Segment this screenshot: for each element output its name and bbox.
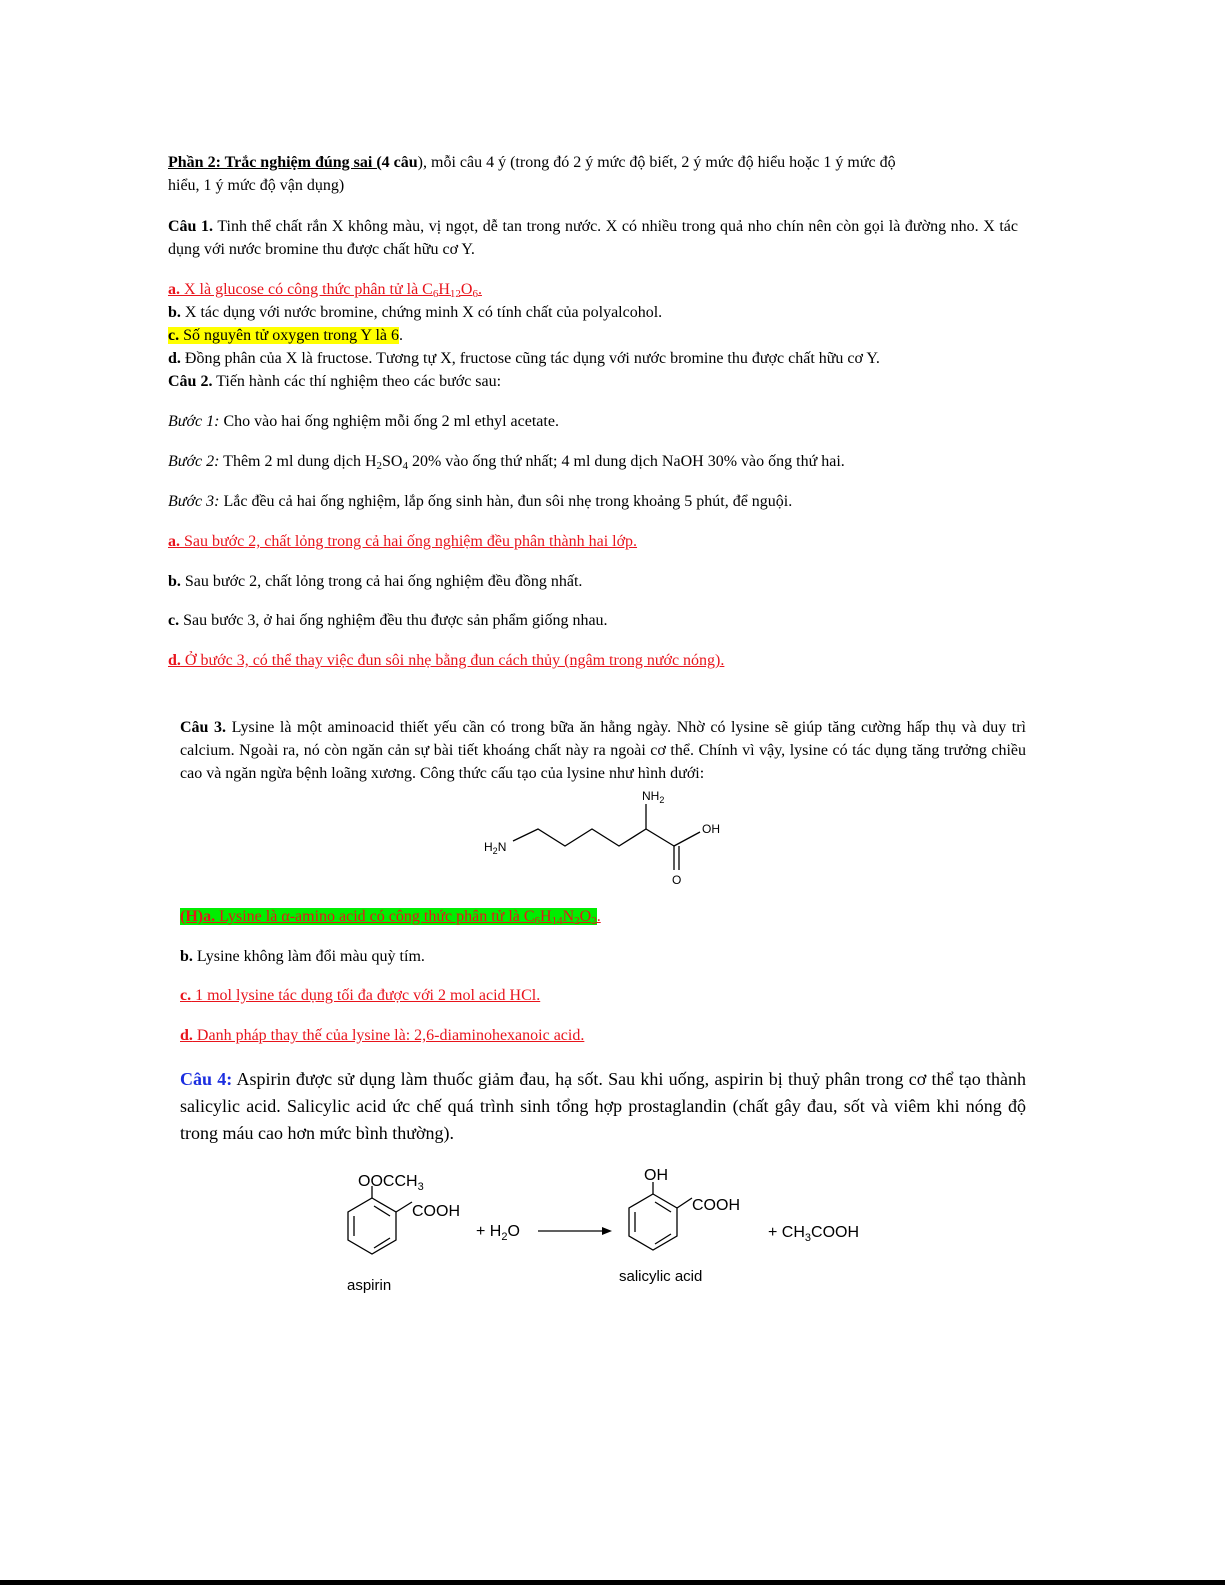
q2-step2-label: Bước 2: [168, 453, 220, 470]
q1-a-h: H [438, 281, 450, 298]
q3-option-c [180, 985, 540, 1007]
q1-option-b [168, 302, 662, 324]
q2-option-c [168, 610, 608, 632]
q3-d-text: Danh pháp thay thế của lysine là: 2,6-diaminohexanoic acid. [192, 1027, 585, 1044]
q2-step2-text-c: 20% vào ống thứ nhất; 4 ml dung dịch NaOH 30% vào ống thứ hai. [407, 453, 845, 470]
q2-c-text: Sau bước 3, ở hai ống nghiệm đều thu được sản phẩm giống nhau. [179, 612, 608, 629]
q1-option-a [168, 279, 482, 301]
q3-b-label: b. [180, 948, 193, 965]
q3-a-tag: (H)a. [180, 908, 216, 925]
q4-stem-text: Aspirin được sử dụng làm thuốc giảm đau, hạ sốt. Sau khi uống, aspirin bị thuỷ phân trong cơ thể tạo thành salicylic acid. Salicylic acid ức chế quá trình sinh tổng hợp prostaglandin (chất gây đau, sốt và viêm khi nóng độ trong máu cao hơn mức bình thường). [180, 1069, 1026, 1143]
salicylic-caption: salicylic acid [619, 1268, 703, 1285]
q2-a-text: Sau bước 2, chất lỏng trong cả hai ống nghiệm đều phân thành hai lớp. [180, 533, 638, 550]
lysine-oh-label: OH [702, 822, 720, 836]
lysine-nh2-label: $NH_2$ [642, 789, 665, 805]
aspirin-cooh-bond [396, 1202, 412, 1212]
section-title: Phần 2: Trắc nghiệm đúng sai ( [168, 154, 382, 171]
q2-d-label: d. [168, 652, 181, 669]
q3-a-n: N [562, 908, 575, 925]
q1-d-text: Đồng phân của X là fructose. Tương tự X, fructose cũng tác dụng với nước bromine thu được chất hữu cơ Y. [180, 350, 880, 367]
reaction-arrow [538, 1227, 612, 1235]
q3-a-o: O [579, 908, 592, 925]
salicylic-cooh-bond [677, 1198, 692, 1208]
q1-c-text: Số nguyên tử oxygen trong Y là 6 [179, 327, 400, 344]
q1-a-label: a. [168, 281, 180, 298]
q1-option-c [168, 325, 403, 347]
q3-b-text: Lysine không làm đổi màu quỳ tím. [192, 948, 425, 965]
q2-step1-text: Cho vào hai ống nghiệm mỗi ống 2 ml ethyl acetate. [219, 413, 559, 430]
section-desc-1: ), mỗi câu 4 ý (trong đó 2 ý mức độ biết, 2 ý mức độ hiểu hoặc 1 ý mức độ [417, 154, 896, 171]
q2-a-label: a. [168, 533, 180, 550]
q3-stem-text: Lysine là một aminoacid thiết yếu cần có trong bữa ăn hằng ngày. Nhờ có lysine sẽ giúp tăng cường hấp thụ và duy trì calcium. Ngoài ra, nó còn ngăn cản sự bài tiết khoáng chất này ra ngoài cơ thể. Chính vì vậy, lysine có tác dụng tăng trưởng chiều cao và ngăn ngừa bệnh loãng xương. Công thức cấu tạo của lysine như hình dưới: [180, 719, 1027, 782]
q2-c-label: c. [168, 612, 180, 629]
q2-stem-text: Tiến hành các thí nghiệm theo các bước sau: [212, 373, 502, 390]
q1-label: Câu 1. [168, 218, 214, 235]
q3-stem [180, 716, 1026, 785]
q3-option-a [180, 906, 601, 928]
page-bottom-border [0, 1580, 1225, 1585]
q3-option-b [180, 946, 425, 968]
q2-d-text: Ở bước 3, có thể thay việc đun sôi nhẹ bằng đun cách thủy (ngâm trong nước nóng). [180, 652, 725, 669]
q3-a-sub4: 2 [591, 915, 597, 927]
q3-a-sub2: 14 [551, 915, 563, 927]
q1-c-label: c. [168, 327, 180, 344]
q1-b-label: b. [168, 304, 181, 321]
q1-c-end: . [399, 327, 404, 344]
aspirin-ring [348, 1186, 412, 1254]
q1-stem [168, 215, 1018, 261]
water-label: + $H_2O$ [476, 1223, 520, 1243]
q3-a-h: H [540, 908, 552, 925]
q2-step2-text-b: SO [382, 453, 403, 470]
q4-stem [180, 1066, 1026, 1147]
q3-c-text: 1 mol lysine tác dụng tối đa được với 2 mol acid HCl. [191, 987, 541, 1004]
section-count: 4 câu [381, 154, 418, 171]
q1-a-text: X là glucose có công thức phân tử là C [180, 281, 433, 298]
salicylic-hexagon [629, 1194, 677, 1250]
q3-a-text: Lysine là α-amino acid có công thức phân tử là C [215, 908, 535, 925]
q2-step-1 [168, 411, 559, 433]
q2-step2-sub2: 4 [402, 460, 408, 472]
q2-step2-text-a: Thêm 2 ml dung dịch H [219, 453, 377, 470]
section-heading [168, 152, 896, 174]
lysine-structure [470, 784, 750, 894]
acetic-acid-label: + $CH_3COOH$ [768, 1224, 860, 1244]
salicylic-cooh-label: COOH [692, 1197, 740, 1214]
salicylic-ring [629, 1182, 692, 1250]
q2-step3-text: Lắc đều cả hai ống nghiệm, lắp ống sinh hàn, đun sôi nhẹ trong khoảng 5 phút, để nguội. [219, 493, 793, 510]
q1-a-sub1: 6 [432, 288, 439, 300]
q1-a-sub2: 12 [449, 288, 461, 300]
q3-a-sub1: 6 [534, 915, 541, 927]
q2-option-d [168, 650, 724, 672]
q1-stem-text: Tinh thể chất rắn X không màu, vị ngọt, dễ tan trong nước. X có nhiều trong quả nho chín nên còn gọi là đường nho. X tác dụng với nước bromine thu được chất hữu cơ Y. [168, 218, 1019, 258]
q1-a-end: . [477, 281, 482, 298]
q4-label: Câu 4: [180, 1069, 233, 1089]
q2-step3-label: Bước 3: [168, 493, 220, 510]
q3-c-label: c. [180, 987, 192, 1004]
q1-a-o: O [460, 281, 473, 298]
lysine-oh-bond [674, 832, 700, 846]
q3-a-highlight [180, 908, 597, 925]
aspirin-hexagon [348, 1198, 396, 1254]
q3-a-sub3: 2 [574, 915, 580, 927]
q1-a-sub3: 6 [472, 288, 478, 300]
q2-stem [168, 371, 501, 393]
q1-option-d [168, 348, 880, 370]
q1-d-label: d. [168, 350, 181, 367]
q2-option-b [168, 571, 582, 593]
q2-step1-label: Bước 1: [168, 413, 220, 430]
lysine-chain [513, 829, 674, 846]
q1-b-text: X tác dụng với nước bromine, chứng minh X có tính chất của polyalcohol. [180, 304, 663, 321]
aspirin-reaction [330, 1160, 890, 1300]
aspirin-cooh-label: COOH [412, 1203, 460, 1220]
aspirin-double-3 [374, 1238, 390, 1248]
q2-step-3 [168, 491, 792, 513]
q2-step2-sub1: 2 [376, 460, 382, 472]
section-desc-2: hiểu, 1 ý mức độ vận dụng) [168, 177, 345, 194]
q3-a-end: . [596, 908, 601, 925]
salicylic-double-3 [655, 1234, 671, 1244]
salicylic-oh-label: OH [644, 1167, 668, 1184]
q2-label: Câu 2. [168, 373, 213, 390]
lysine-bonds [513, 804, 700, 870]
lysine-h2n-label: $H_2N$ [484, 840, 507, 856]
q2-step-2 [168, 451, 845, 473]
q3-label: Câu 3. [180, 719, 227, 736]
aspirin-caption: aspirin [347, 1277, 392, 1294]
lysine-o-label: O [672, 873, 682, 887]
q3-option-d [180, 1025, 584, 1047]
arrow-head [602, 1227, 612, 1235]
aspirin-ooch3-label: $OOCCH_3$ [358, 1173, 424, 1193]
q2-option-a [168, 531, 637, 553]
q2-b-text: Sau bước 2, chất lỏng trong cả hai ống nghiệm đều đồng nhất. [180, 573, 583, 590]
q3-d-label: d. [180, 1027, 193, 1044]
q2-b-label: b. [168, 573, 181, 590]
q1-c-highlight [168, 327, 399, 344]
